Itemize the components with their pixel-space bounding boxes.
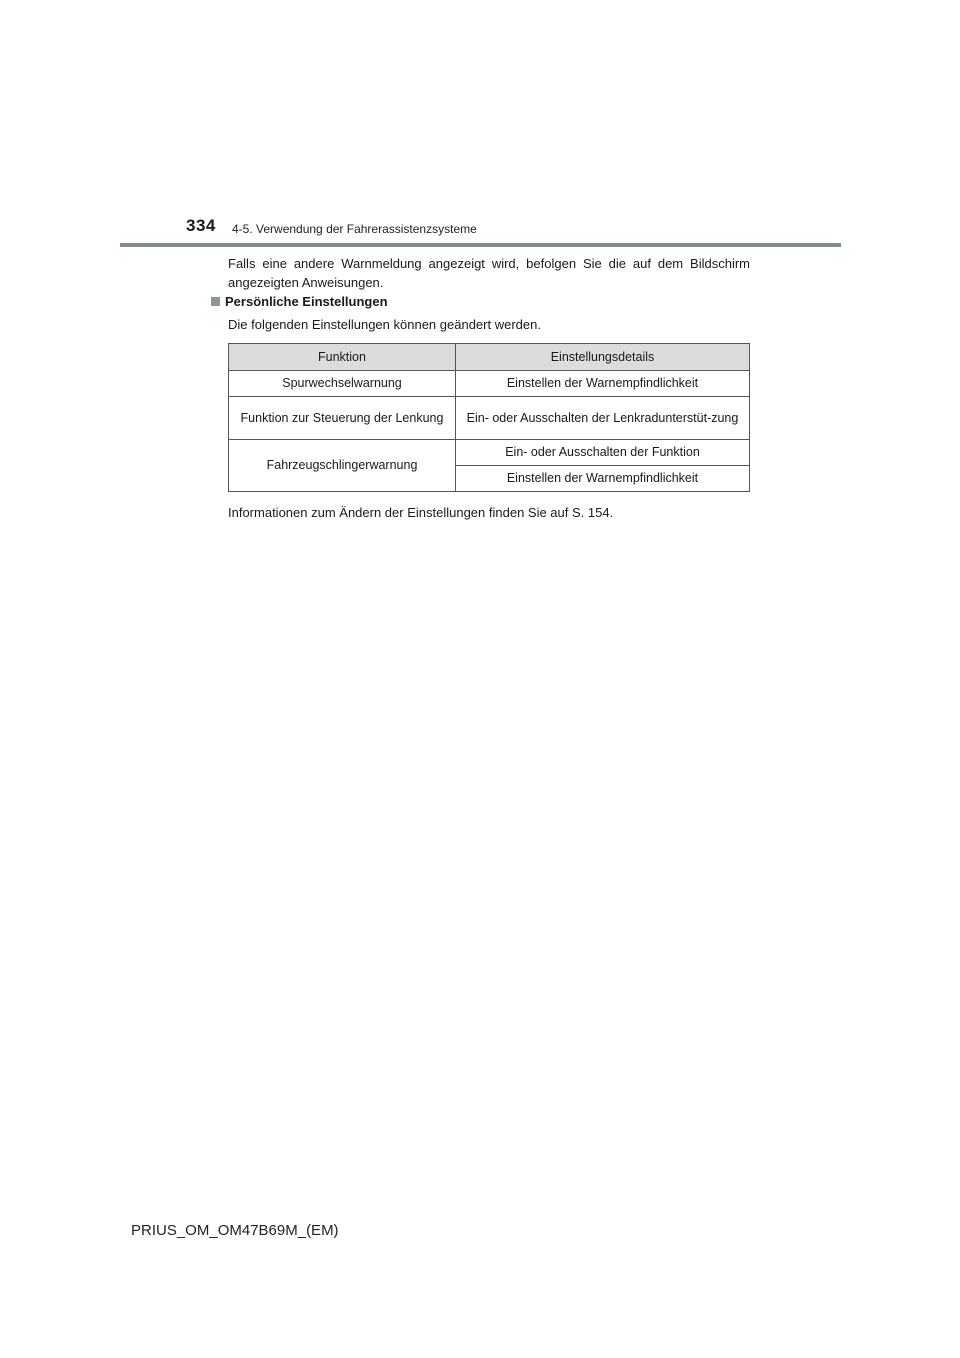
table-header-row bbox=[229, 344, 750, 371]
table-cell-details: Einstellen der Warnempfindlichkeit bbox=[456, 466, 750, 492]
square-bullet-icon bbox=[211, 297, 220, 306]
header-rule bbox=[120, 243, 841, 247]
table-row bbox=[229, 371, 750, 397]
table-row bbox=[229, 397, 750, 440]
section-heading bbox=[211, 294, 388, 309]
section-heading-text: Persönliche Einstellungen bbox=[225, 294, 388, 309]
document-id: PRIUS_OM_OM47B69M_(EM) bbox=[131, 1222, 339, 1239]
table-cell-details: Ein- oder Ausschalten der Lenkradunterstüt-zung bbox=[456, 397, 750, 440]
intro-paragraph: Falls eine andere Warnmeldung angezeigt wird, befolgen Sie die auf dem Bildschirm angezeigten Anweisungen. bbox=[228, 256, 750, 290]
table-header-function: Funktion bbox=[229, 344, 456, 371]
table-cell-details: Einstellen der Warnempfindlichkeit bbox=[456, 371, 750, 397]
table-row bbox=[229, 440, 750, 466]
table-cell-function: Funktion zur Steuerung der Lenkung bbox=[229, 397, 456, 440]
table-cell-details: Ein- oder Ausschalten der Funktion bbox=[456, 440, 750, 466]
page-number: 334 bbox=[186, 216, 216, 235]
table-cell-function: Fahrzeugschlingerwarnung bbox=[229, 440, 456, 492]
table-cell-function: Spurwechselwarnung bbox=[229, 371, 456, 397]
section-body: Die folgenden Einstellungen können geändert werden. bbox=[228, 317, 541, 332]
chapter-title: 4-5. Verwendung der Fahrerassistenzsysteme bbox=[232, 222, 477, 236]
settings-table bbox=[228, 343, 750, 492]
footer-note: Informationen zum Ändern der Einstellungen finden Sie auf S. 154. bbox=[228, 505, 614, 520]
table-header-details: Einstellungsdetails bbox=[456, 344, 750, 371]
